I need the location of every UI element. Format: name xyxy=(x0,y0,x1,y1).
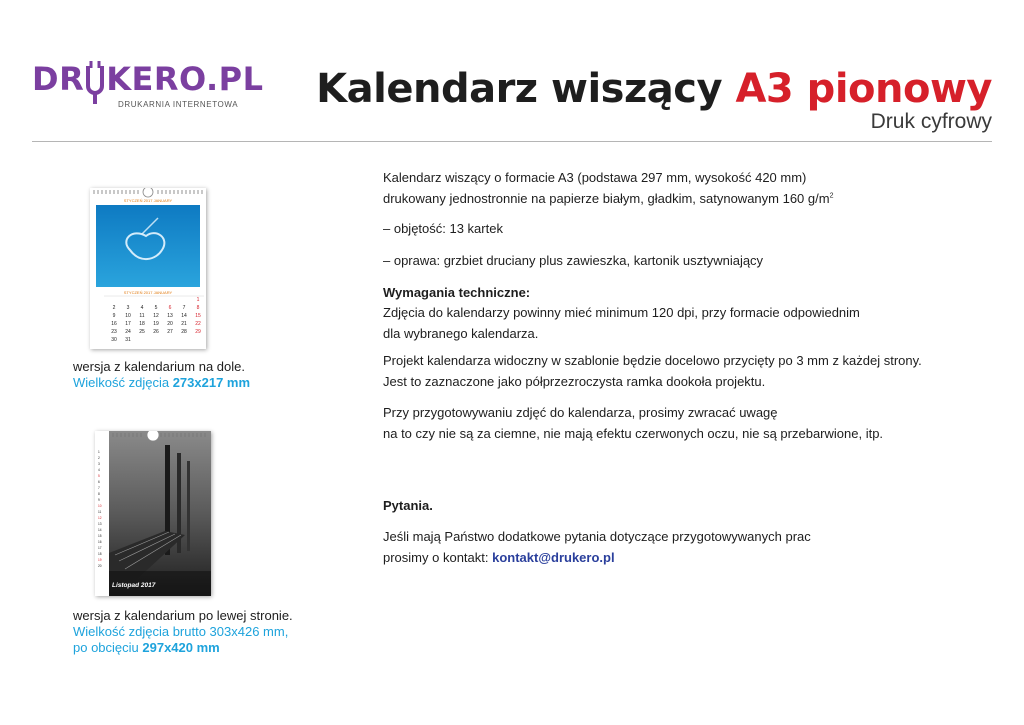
volume-item: – objętość: 13 kartek xyxy=(383,221,503,236)
svg-text:11: 11 xyxy=(98,510,102,514)
svg-text:1: 1 xyxy=(196,297,200,303)
requirements-line3: Projekt kalendarza widoczny w szablonie będzie docelowo przycięty po 3 mm z każdej strony. xyxy=(383,353,922,368)
svg-text:9: 9 xyxy=(98,498,100,502)
svg-text:2: 2 xyxy=(112,305,116,311)
logo-text-left: DR xyxy=(32,60,85,98)
svg-text:24: 24 xyxy=(125,329,131,335)
page-title xyxy=(316,66,992,112)
version1-caption-line1: wersja z kalendarium na dole. xyxy=(73,359,245,374)
binding-item: – oprawa: grzbiet druciany plus zawieszka, kartonik usztywniający xyxy=(383,253,764,268)
calendar-left-grid-image xyxy=(95,431,211,596)
svg-text:25: 25 xyxy=(139,329,145,335)
title-main: Kalendarz wiszący xyxy=(316,66,736,112)
version1-caption xyxy=(73,359,250,391)
version1-size-value: 273x217 mm xyxy=(172,375,251,390)
svg-text:20: 20 xyxy=(167,321,173,327)
svg-text:17: 17 xyxy=(98,546,102,550)
svg-text:2: 2 xyxy=(98,456,100,460)
svg-text:14: 14 xyxy=(98,528,102,532)
svg-text:12: 12 xyxy=(153,313,159,319)
svg-text:8: 8 xyxy=(98,492,100,496)
svg-text:27: 27 xyxy=(167,329,173,335)
header-divider xyxy=(32,141,992,142)
requirements-line6: na to czy nie są za ciemne, nie mają efektu czerwonych oczu, nie są przebarwione, itp. xyxy=(383,426,884,441)
logo-u-icon xyxy=(85,60,105,104)
requirements-line2: dla wybranego kalendarza. xyxy=(383,326,539,341)
svg-text:30: 30 xyxy=(111,337,117,343)
svg-text:23: 23 xyxy=(111,329,117,335)
logo-tagline: DRUKARNIA INTERNETOWA xyxy=(118,100,239,109)
version2-caption xyxy=(73,608,293,656)
drukero-logo xyxy=(32,60,264,116)
svg-text:28: 28 xyxy=(181,329,187,335)
svg-text:7: 7 xyxy=(182,305,186,311)
superscript-2: 2 xyxy=(829,192,834,200)
description-line1: Kalendarz wiszący o formacie A3 (podstawa 297 mm, wysokość 420 mm) xyxy=(383,170,807,185)
svg-text:4: 4 xyxy=(140,305,144,311)
svg-text:29: 29 xyxy=(195,329,201,335)
svg-text:21: 21 xyxy=(181,321,187,327)
svg-text:19: 19 xyxy=(98,558,102,562)
questions-line2: prosimy o kontakt: kontakt@drukero.pl xyxy=(383,550,615,565)
photo-label: Listopad 2017 xyxy=(112,582,156,589)
requirements-heading: Wymagania techniczne: xyxy=(383,285,531,300)
requirements-line5: Przy przygotowywaniu zdjęć do kalendarza, prosimy zwracać uwagę xyxy=(383,405,778,420)
questions-heading: Pytania. xyxy=(383,498,433,513)
requirements-line1: Zdjęcia do kalendarzy powinny mieć minimum 120 dpi, przy formacie odpowiednim xyxy=(383,305,860,320)
version2-caption-line1: wersja z kalendarium po lewej stronie. xyxy=(73,608,293,623)
version2-trim-label: po obcięciu xyxy=(73,640,143,655)
requirements-line4: Jest to zaznaczone jako półprzezroczysta ramka dookoła projektu. xyxy=(383,374,766,389)
svg-text:26: 26 xyxy=(153,329,159,335)
svg-text:18: 18 xyxy=(139,321,145,327)
svg-text:20: 20 xyxy=(98,564,102,568)
calendar-bottom-grid-image xyxy=(90,188,206,349)
logo-wordmark xyxy=(32,60,264,104)
svg-text:17: 17 xyxy=(125,321,131,327)
contact-email-link[interactable]: kontakt@drukero.pl xyxy=(492,550,615,565)
svg-text:6: 6 xyxy=(98,480,100,484)
svg-text:10: 10 xyxy=(98,504,102,508)
svg-text:22: 22 xyxy=(195,321,201,327)
svg-text:16: 16 xyxy=(98,540,102,544)
version2-caption-line2: Wielkość zdjęcia brutto 303x426 mm, xyxy=(73,624,289,639)
svg-text:9: 9 xyxy=(112,313,116,319)
svg-text:15: 15 xyxy=(195,313,201,319)
svg-text:13: 13 xyxy=(167,313,173,319)
description-line2: drukowany jednostronnie na papierze białym, gładkim, satynowanym 160 $g/m^2$ xyxy=(383,191,834,206)
calendar-thumbnail-left-grid xyxy=(95,431,211,596)
svg-text:15: 15 xyxy=(98,534,102,538)
svg-text:6: 6 xyxy=(168,305,172,311)
svg-text:19: 19 xyxy=(153,321,159,327)
svg-text:1: 1 xyxy=(98,450,100,454)
page-subtitle: Druk cyfrowy xyxy=(870,110,992,133)
title-accent: A3 pionowy xyxy=(735,66,992,112)
svg-text:10: 10 xyxy=(125,313,131,319)
svg-text:STYCZEŃ 2017 JANUARY: STYCZEŃ 2017 JANUARY xyxy=(123,290,173,295)
svg-text:4: 4 xyxy=(98,468,100,472)
version2-trim-value: 297x420 mm xyxy=(142,640,220,655)
svg-text:16: 16 xyxy=(111,321,117,327)
svg-text:11: 11 xyxy=(139,313,145,319)
svg-text:31: 31 xyxy=(125,337,131,343)
svg-text:18: 18 xyxy=(98,552,102,556)
svg-text:12: 12 xyxy=(98,516,102,520)
svg-text:5: 5 xyxy=(154,305,158,311)
logo-text-right: KERO.PL xyxy=(106,60,264,98)
calendar-thumbnail-bottom-grid xyxy=(90,188,206,349)
svg-text:3: 3 xyxy=(126,305,130,311)
svg-text:13: 13 xyxy=(98,522,102,526)
svg-text:5: 5 xyxy=(98,474,100,478)
questions-line1: Jeśli mają Państwo dodatkowe pytania dotyczące przygotowywanych prac xyxy=(383,529,811,544)
svg-text:7: 7 xyxy=(98,486,100,490)
svg-text:14: 14 xyxy=(181,313,187,319)
svg-text:3: 3 xyxy=(98,462,100,466)
svg-text:8: 8 xyxy=(196,305,200,311)
svg-text:STYCZEŃ 2017 JANUARY: STYCZEŃ 2017 JANUARY xyxy=(123,198,173,203)
version1-size-label: Wielkość zdjęcia xyxy=(73,375,173,390)
